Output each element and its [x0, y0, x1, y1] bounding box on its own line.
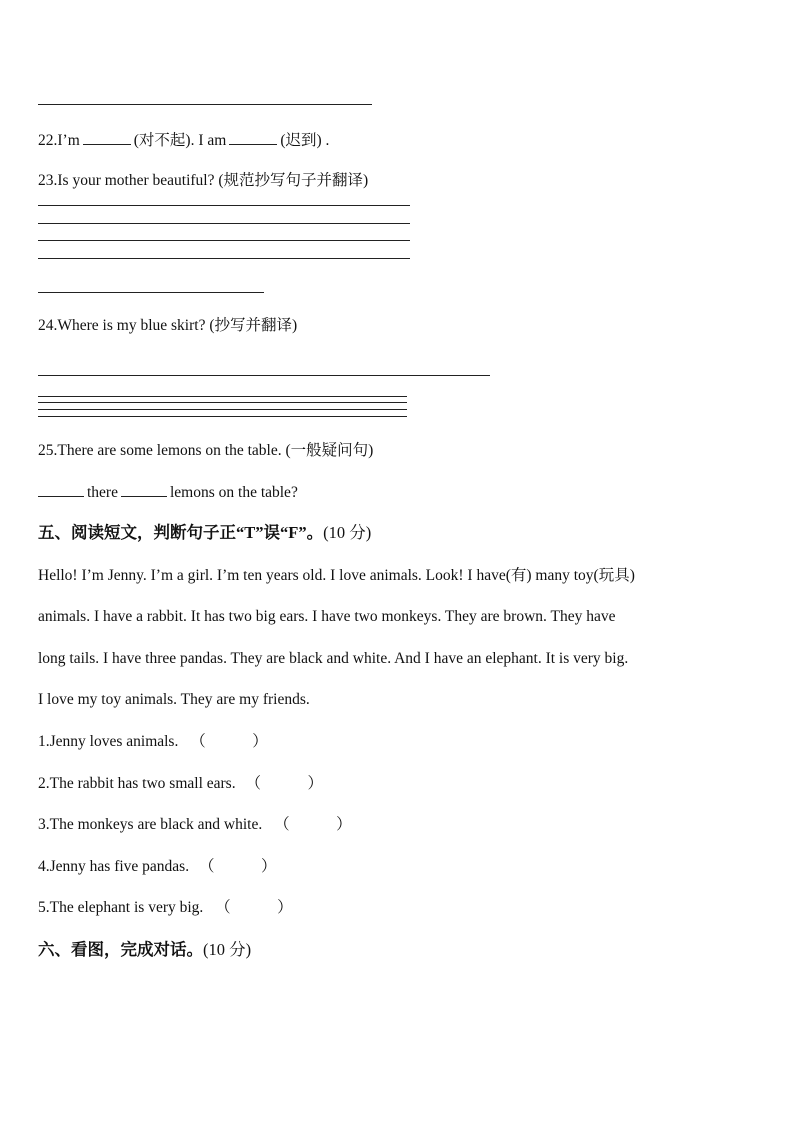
- tf-item-text: 3.The monkeys are black and white.: [38, 816, 263, 833]
- tf-item-4: [38, 857, 276, 877]
- q25-blank-2[interactable]: [121, 482, 167, 497]
- tf-item-text: 1.Jenny loves animals.: [38, 733, 179, 750]
- q22-prefix: 22.I’m: [38, 132, 80, 149]
- question-24: 24.Where is my blue skirt? (抄写并翻译): [38, 317, 298, 334]
- q25-answer-line: [38, 482, 298, 503]
- question-23: 23.Is your mother beautiful? (规范抄写句子并翻译): [38, 172, 369, 189]
- q25-there: there: [87, 484, 118, 501]
- tf-item-5: [38, 898, 293, 918]
- section-6-score: (10 分): [203, 940, 252, 959]
- q22-hint-2: (迟到) .: [280, 132, 330, 149]
- q22-blank-1[interactable]: [83, 130, 131, 145]
- tf-answer-parens[interactable]: （ ）: [215, 899, 293, 916]
- passage-line: animals. I have a rabbit. It has two big ears. I have two monkeys. They are brown. They have: [38, 608, 616, 625]
- tf-answer-parens[interactable]: （ ）: [245, 775, 323, 792]
- q22-hint-1: (对不起). I am: [133, 132, 227, 149]
- answer-line[interactable]: [38, 240, 410, 241]
- answer-line[interactable]: [38, 409, 407, 410]
- answer-line[interactable]: [38, 292, 264, 293]
- tf-item-2: [38, 774, 323, 794]
- section-5-title: 五、阅读短文，判断句子正“T”误“F”。: [38, 523, 324, 542]
- tf-item-text: 4.Jenny has five pandas.: [38, 858, 190, 875]
- answer-line[interactable]: [38, 396, 407, 397]
- answer-line[interactable]: [38, 375, 490, 376]
- tf-item-text: 2.The rabbit has two small ears.: [38, 775, 236, 792]
- answer-line[interactable]: [38, 104, 372, 105]
- passage-line: Hello! I’m Jenny. I’m a girl. I’m ten years old. I love animals. Look! I have(有) many toy(玩具): [38, 567, 635, 584]
- q25-rest: lemons on the table?: [169, 484, 298, 501]
- question-25: 25.There are some lemons on the table. (一般疑问句): [38, 442, 374, 459]
- section-5-heading: [38, 523, 371, 543]
- tf-answer-parens[interactable]: （ ）: [274, 816, 352, 833]
- passage-line: I love my toy animals. They are my friends.: [38, 691, 310, 708]
- tf-item-3: [38, 815, 352, 835]
- question-22: [38, 130, 329, 151]
- tf-answer-parens[interactable]: （ ）: [190, 733, 268, 750]
- answer-line[interactable]: [38, 258, 410, 259]
- tf-item-text: 5.The elephant is very big.: [38, 899, 204, 916]
- answer-line[interactable]: [38, 223, 410, 224]
- passage-line: long tails. I have three pandas. They are black and white. And I have an elephant. It is very big.: [38, 650, 629, 667]
- section-6-title: 六、看图，完成对话。: [38, 940, 203, 959]
- section-5-score: (10 分): [323, 523, 372, 542]
- q22-blank-2[interactable]: [229, 130, 277, 145]
- answer-line[interactable]: [38, 402, 407, 403]
- answer-line[interactable]: [38, 416, 407, 417]
- section-6-heading: [38, 940, 251, 960]
- tf-answer-parens[interactable]: （ ）: [198, 858, 277, 875]
- tf-item-1: [38, 732, 268, 752]
- q25-blank-1[interactable]: [38, 482, 84, 497]
- answer-line[interactable]: [38, 205, 410, 206]
